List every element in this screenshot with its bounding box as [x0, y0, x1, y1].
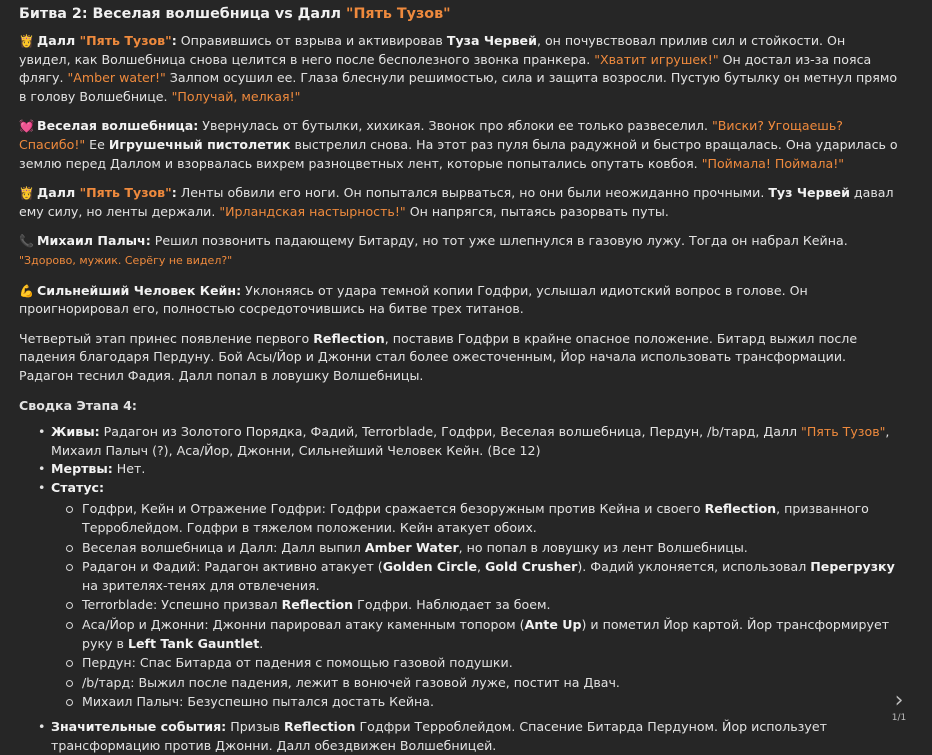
list-item-status: • Статус: Годфри, Кейн и Отражение Годфри: Годфри сражается безоружным против Кейна и своего Reflection, призванного Терроблейдом. Годфри в тяжелом положении. Кейн атакует обоих. Веселая волшебница и Далл: Далл выпил Amber Water, но попал в ловушку из лент Волшебницы. Радагон и Фадий: Радагон активно атакует (Golden Circle, Gold Crusher). Фадий уклоняется, использовал Перегрузку на зрителях-тенях для отвлечения. Terrorblade: Успешно призвал Reflection Годфри. Наблюдает за боем. Аса/Йор и Джонни: Джонни парировал атаку каменным топором (Ante Up) и пометил Йор картой. Йор трансформирует руку в Left Tank Gauntlet. Пердун: Спас Битарда от падения с помощью газовой подушки. /b/тард: Выжил после падения, лежит в вонючей газовой луже, постит на Двач. Михаил Палыч: Безуспешно пытался достать Кейна.: [51, 479, 899, 712]
list-item: Годфри, Кейн и Отражение Годфри: Годфри сражается безоружным против Кейна и своего Reflection, призванного Терроблейдом. Годфри в тяжелом положении. Кейн атакует обоих.: [82, 500, 899, 537]
scrollbar[interactable]: [926, 0, 932, 724]
princess-emoji-icon: 👸: [19, 34, 34, 48]
muscle-emoji-icon: 💪: [19, 283, 34, 298]
list-item-alive: • Живы: Радагон из Золотого Порядка, Фадий, Terrorblade, Годфри, Веселая волшебница, Пердун, /b/тард, Далл "Пять Тузов", Михаил Палыч (?), Аса/Йор, Джонни, Сильнейший Человек Кейн. (Все 12): [51, 423, 899, 460]
princess-emoji-icon: 👸: [19, 186, 34, 201]
paragraph-kane: 💪 Сильнейший Человек Кейн: Уклоняясь от удара темной копии Годфри, услышал идиотский вопрос в голове. Он проигнорировал его, полностью сосредоточившись на битве трех титанов.: [19, 282, 808, 317]
list-item-events: • Значительные события: Призыв Reflection Годфри Терроблейдом. Спасение Битарда Пердуном. Йор использует трансформацию против Джонни. Далл обездвижен Волшебницей.: [51, 718, 899, 755]
pagination-nav: [886, 690, 912, 724]
summary-heading: Сводка Этапа 4:: [19, 397, 137, 413]
phone-emoji-icon: 📞: [19, 234, 34, 249]
list-item-dead: • Мертвы: Нет.: [51, 460, 899, 479]
paragraph-stage-summary: Четвертый этап принес появление первого Reflection, поставив Годфри в крайне опасное положение. Битард выжил после падения благодаря Пердуну. Бой Асы/Йор и Джонни стал более ожесточенным, Йор начала использовать трансформации. Радагон теснил Фадия. Далл попал в ловушку Волшебницы.: [19, 330, 858, 383]
paragraph-dall-1: 👸 Далл "Пять Тузов": Оправившись от взрыва и активировав Туза Червей, он почувствовал прилив сил и стойкости. Он увидел, как Волшебница снова целится в него после бесполезного звонка пранкера. "Хватит игрушек!" Он достал из-за пояса флягу. "Amber water!" Залпом осушил ее. Глаза блеснули решимостью, сила и защита возросли. Пустую бутылку он метнул прямо в голову Волшебнице. "Получай, мелкая!": [19, 33, 898, 104]
chevron-right-icon[interactable]: ›: [894, 688, 904, 713]
list-item: Радагон и Фадий: Радагон активно атакует (Golden Circle, Gold Crusher). Фадий уклоняется, использовал Перегрузку на зрителях-тенях для отвлечения.: [82, 558, 899, 595]
summary-list: [19, 423, 899, 755]
list-item: Аса/Йор и Джонни: Джонни парировал атаку каменным топором (Ante Up) и пометил Йор картой. Йор трансформирует руку в Left Tank Gauntlet.: [82, 616, 899, 653]
list-item: Веселая волшебница и Далл: Далл выпил Amber Water, но попал в ловушку из лент Волшебницы.: [82, 539, 899, 558]
paragraph-dall-2: 👸 Далл "Пять Тузов": Ленты обвили его ноги. Он попытался вырваться, но они были неожиданно прочными. Туз Червей давал ему силу, но ленты держали. "Ирландская настырность!" Он напрягся, пытаясь разорвать путы.: [19, 185, 894, 219]
paragraph-mikhail: 📞 Михаил Палыч: Решил позвонить падающему Битарду, но тот уже шлепнулся в газовую лужу. Тогда он набрал Кейна. "Здорово, мужик. Серёгу не видел?": [19, 233, 848, 267]
page-indicator: 1/1: [891, 713, 907, 723]
status-sublist: [51, 500, 899, 712]
list-item: /b/тард: Выжил после падения, лежит в вонючей газовой луже, постит на Двач.: [82, 674, 899, 693]
list-item: Пердун: Спас Битарда от падения с помощью газовой подушки.: [82, 654, 899, 673]
paragraph-witch: 💓 Веселая волшебница: Увернулась от бутылки, хихикая. Звонок про яблоки ее только развеселил. "Виски? Угощаешь? Спасибо!" Ее Игрушечный пистолетик выстрелил снова. На этот раз пуля была радужной и быстро вращалась. Она ударилась о землю перед Даллом и взорвалась вихрем разноцветных лент, которые попытались опутать ковбоя. "Поймала! Поймала!": [19, 118, 898, 171]
list-item: Михаил Палыч: Безуспешно пытался достать Кейна.: [82, 693, 899, 712]
heart-emoji-icon: 💓: [19, 119, 34, 134]
list-item: Terrorblade: Успешно призвал Reflection Годфри. Наблюдает за боем.: [82, 596, 899, 615]
message-content: [19, 0, 899, 755]
battle-title: Битва 2: Веселая волшебница vs Далл "Пять Тузов": [19, 6, 451, 22]
